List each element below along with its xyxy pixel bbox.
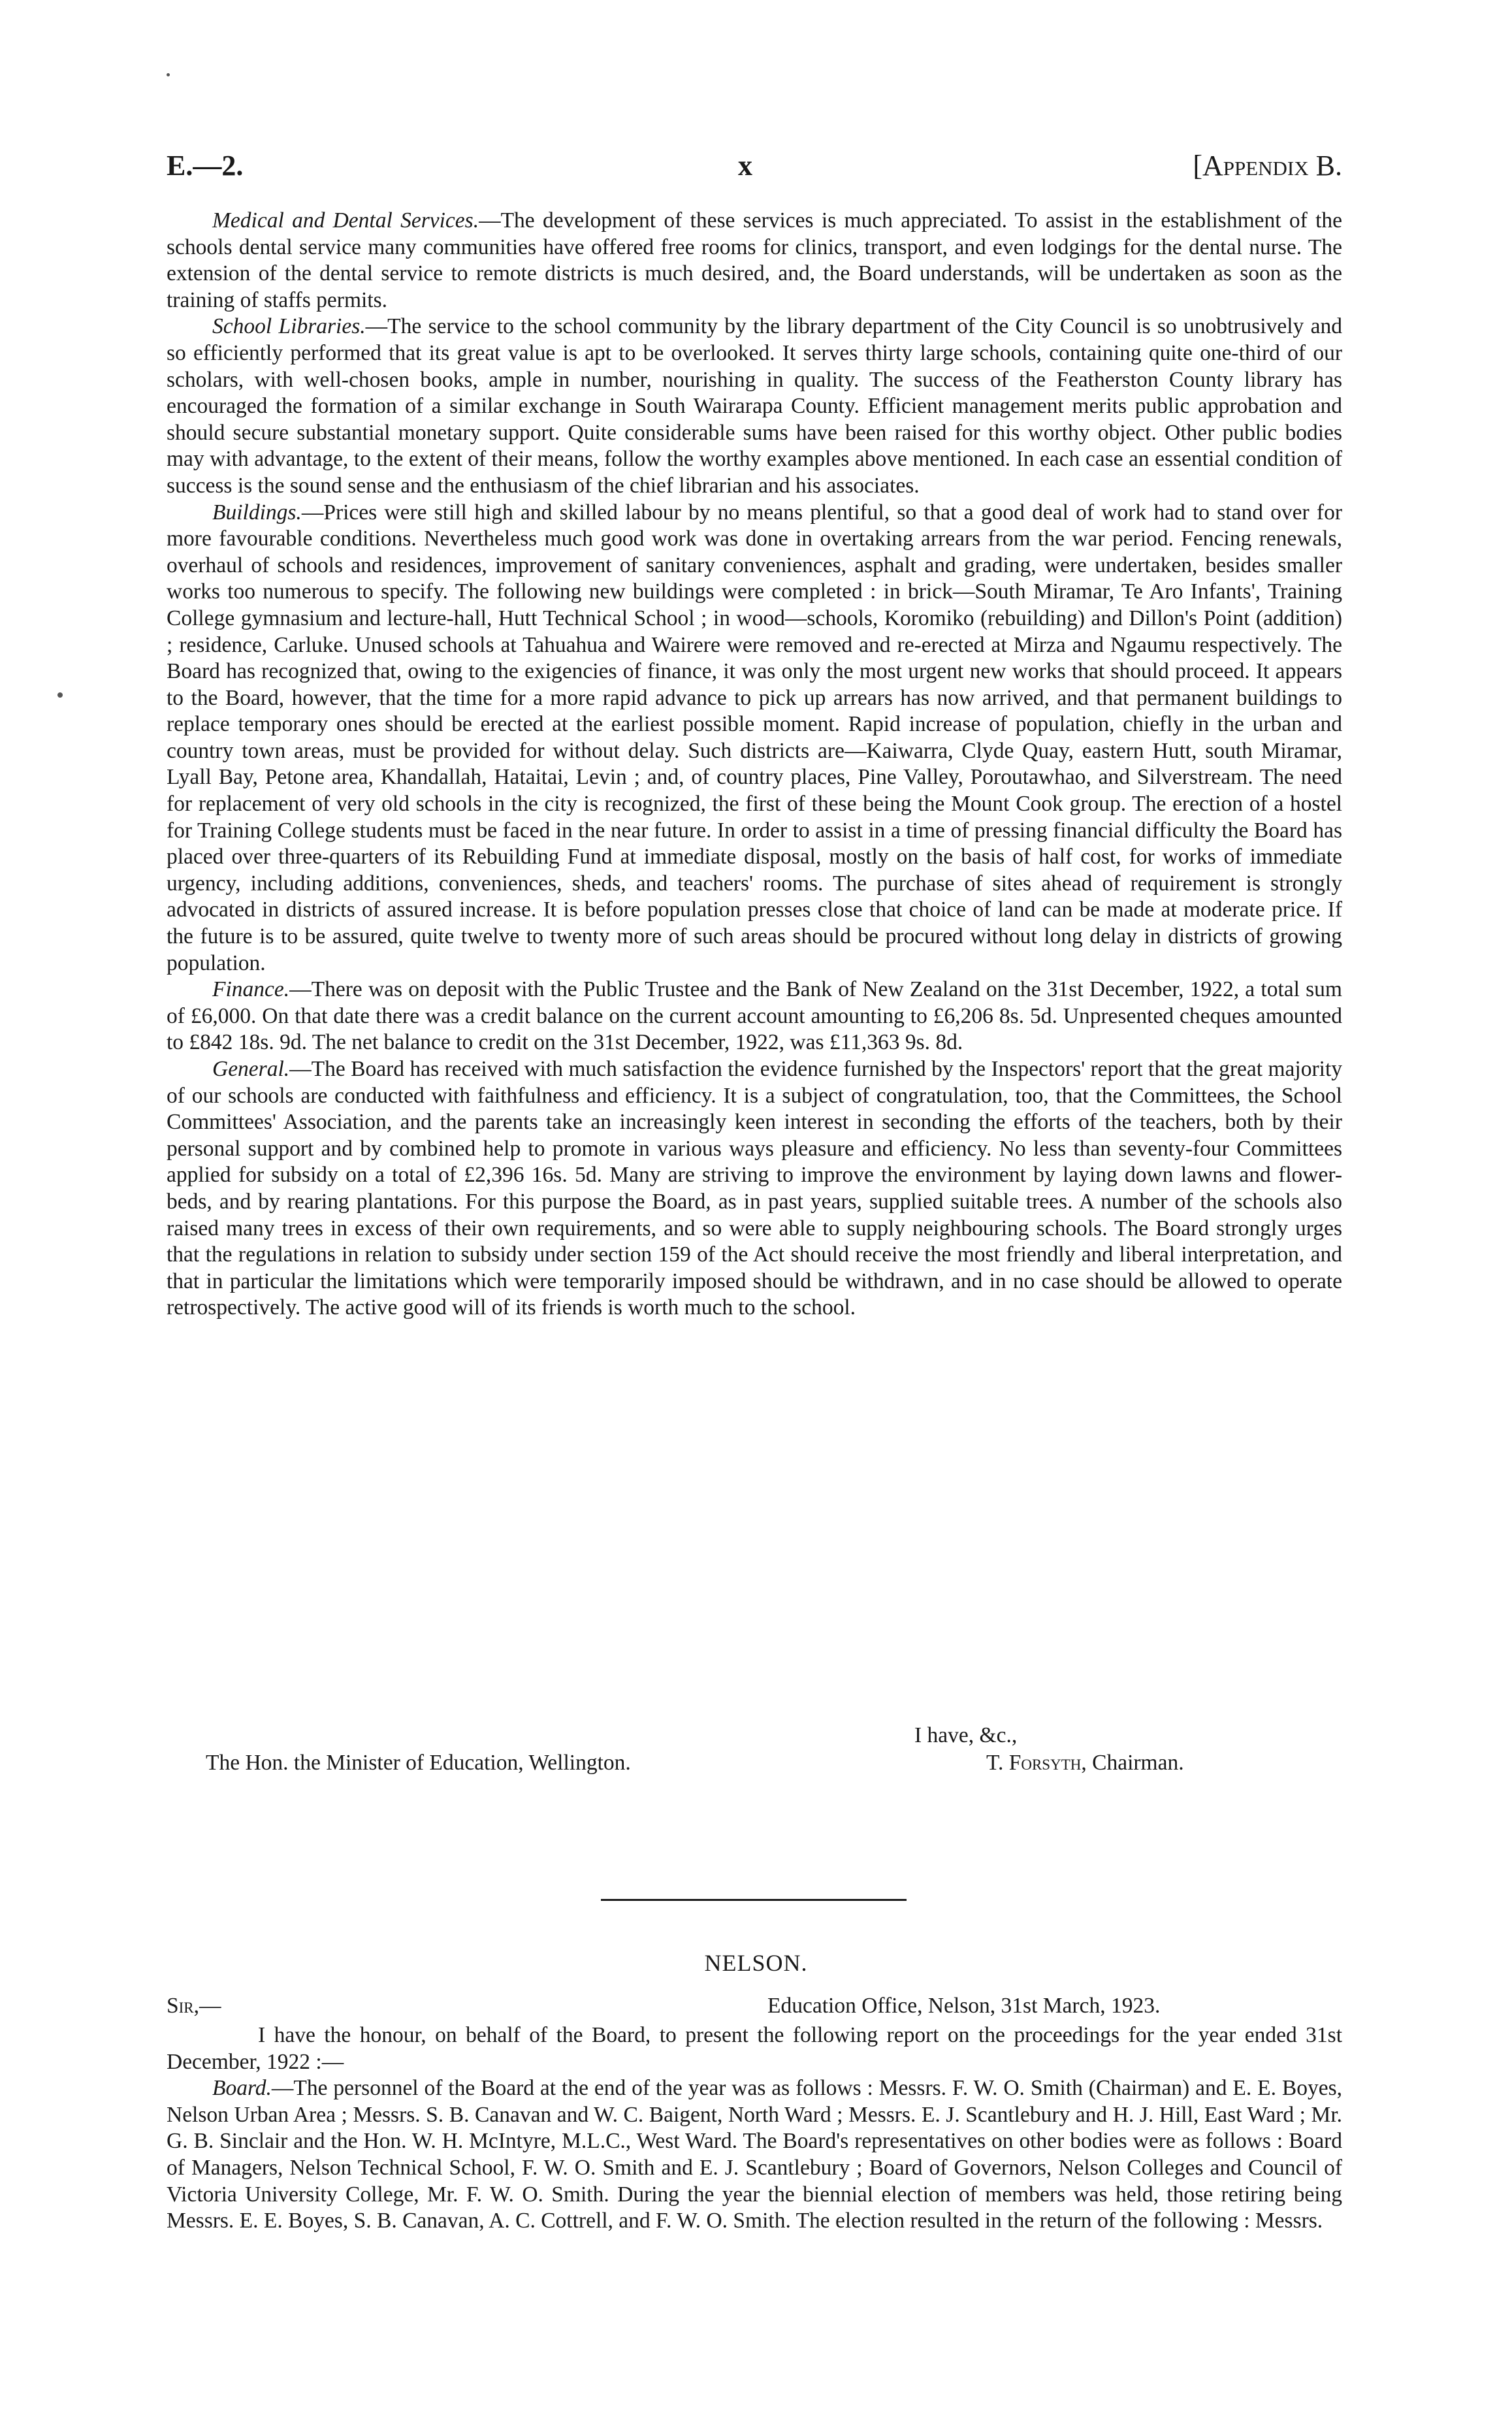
scan-speck — [167, 73, 170, 76]
paragraph-buildings — [167, 500, 1342, 977]
paragraph-text: —Prices were still high and skilled labour by no means plentiful, so that a good deal of work had to stand over for more favourable conditions. Nevertheless much good work was done in overtaking arrears from the war period. Fencing renewals, overhaul of schools and residences, improvement of sanitary conveniences, asphalt and grading, were undertaken, besides smaller works too numerous to specify. The following new buildings were completed : in brick—South Miramar, Te Aro Infants', Training College gymnasium and lecture-hall, Hutt Technical School ; in wood—schools, Koromiko (rebuilding) and Dillon's Point (addition) ; residence, Carluke. Unused schools at Tahuahua and Wairere were removed and re-erected at Mirza and Ngaumu respectively. The Board has recognized that, owing to the exigencies of finance, it was only the most urgent new works that should proceed. It appears to the Board, however, that the time for a more rapid advance to pick up arrears has now arrived, and that permanent buildings to replace temporary ones should be erected at the earliest possible moment. Rapid increase of population, chiefly in the urban and country town areas, must be provided for without delay. Such districts are—Kaiwarra, Clyde Quay, eastern Hutt, south Miramar, Lyall Bay, Petone area, Khandallah, Hataitai, Levin ; and, of country places, Pine Valley, Poroutawhao, and Silverstream. The need for replacement of very old schools in the city is recognized, the first of these being the Mount Cook group. The erection of a hostel for Training College students must be faced in the near future. In order to assist in a time of pressing financial difficulty the Board has placed over three-quarters of its Rebuilding Fund at immediate disposal, mostly on the basis of half cost, for works of immediate urgency, including additions, conveniences, sheds, and teachers' rooms. The purchase of sites ahead of requirement is strongly advocated in districts of assured increase. It is before population presses close that choice of land can be made at moderate price. If the future is to be assured, quite twelve to twenty more of such areas should be procured without long delay in districts of growing population. — [167, 500, 1342, 975]
paragraph-heading: Buildings. — [212, 500, 302, 525]
report-body — [167, 208, 1342, 1321]
paragraph-heading: Finance. — [212, 977, 290, 1002]
paragraph-heading: School Libraries. — [212, 314, 366, 339]
salutation: Sir,— — [167, 1994, 221, 2018]
page-number: x — [738, 150, 752, 182]
paragraph-school-libraries — [167, 314, 1342, 499]
paragraph-heading: General. — [212, 1057, 290, 1081]
paragraph-general — [167, 1056, 1342, 1321]
paragraph-medical-dental — [167, 208, 1342, 314]
addressee: The Hon. the Minister of Education, Wellington. — [206, 1751, 631, 1775]
paragraph-text: —There was on deposit with the Public Trustee and the Bank of New Zealand on the 31st December, 1922, a total sum of £6,000. On that date there was a credit balance on the current account amounting to £6,206 8s. 5d. Unpresented cheques amounted to £842 18s. 9d. The net balance to credit on the 31st December, 1922, was £11,363 9s. 8d. — [167, 977, 1342, 1055]
letter-opening — [167, 1994, 1342, 2022]
paragraph-text: —The personnel of the Board at the end of the year was as follows : Messrs. F. W. O. Smith (Chairman) and E. E. Boyes, Nelson Urban Area ; Messrs. S. B. Canavan and W. C. Baigent, North Ward ; Messrs. E. J. Scantlebury and H. J. Hill, East Ward ; Mr. G. B. Sinclair and the Hon. W. H. McIntyre, M.L.C., West Ward. The Board's representatives on other bodies were as follows : Board of Managers, Nelson Technical School, F. W. O. Smith and E. J. Scantlebury ; Board of Governors, Nelson Colleges and Council of Victoria University College, Mr. F. W. O. Smith. During the year the biennial election of members was held, those retiring being Messrs. E. E. Boyes, S. B. Canavan, A. C. Cottrell, and F. W. O. Smith. The election resulted in the return of the following : Messrs. — [167, 2076, 1342, 2233]
letter-address: Education Office, Nelson, 31st March, 1923. — [767, 1994, 1161, 2018]
paragraph-heading: Medical and Dental Services. — [212, 208, 479, 233]
intro-paragraph: I have the honour, on behalf of the Board, to present the following report on the proceedings for the year ended 31st December, 1922 :— — [167, 2023, 1342, 2074]
paragraph-heading: Board. — [212, 2076, 272, 2101]
closing-line — [167, 1723, 1342, 1752]
signatory — [986, 1751, 1184, 1775]
signature-line — [167, 1751, 1342, 1779]
section-title-nelson: NELSON. — [704, 1950, 808, 1976]
paragraph-board — [167, 2075, 1342, 2235]
paragraph-finance — [167, 977, 1342, 1056]
paragraph-text: —The Board has received with much satisfaction the evidence furnished by the Inspectors' report that the great majority of our schools are conducted with faithfulness and efficiency. It is a subject of congratulation, too, that the Committees, the School Committees' Association, and the parents take an increasingly keen interest in seconding the efforts of the teachers, both by their personal support and by combined help to promote in various ways pleasure and efficiency. No less than seventy-four Committees applied for subsidy on a total of £2,396 16s. 5d. Many are striving to improve the environment by laying down lawns and flower-beds, and by rearing plantations. For this purpose the Board, as in past years, supplied suitable trees. A number of the schools also raised many trees in excess of their own requirements, and so were able to supply neighbouring schools. The Board strongly urges that the regulations in relation to subsidy under section 159 of the Act should receive the most friendly and liberal interpretation, and that in particular the limitations which were temporarily imposed should be withdrawn, and in no case should be allowed to operate retrospectively. The active good will of its friends is worth much to the school. — [167, 1057, 1342, 1320]
paragraph-text: —The service to the school community by the library department of the City Council is so unobtrusively and so efficiently performed that its great value is apt to be overlooked. It serves thirty large schools, containing quite one-third of our scholars, with well-chosen books, ample in number, nourishing in quality. The success of the Featherston County library has encouraged the formation of a similar exchange in South Wairarapa County. Efficient management merits public approbation and should secure substantial monetary support. Quite considerable sums have been raised for this worthy object. Other public bodies may with advantage, to the extent of their means, follow the worthy examples above mentioned. In each case an essential condition of success is the sound sense and the enthusiasm of the chief librarian and his associates. — [167, 314, 1342, 498]
appendix-label: [Appendix B. — [1193, 150, 1342, 182]
paragraph-text: —The development of these services is much appreciated. To assist in the establishment of the schools dental service many communities have offered free rooms for clinics, transport, and even lodgings for the dental nurse. The extension of the dental service to remote districts is much desired, and, the Board understands, will be undertaken as soon as the training of staffs permits. — [167, 208, 1343, 312]
section-divider — [601, 1899, 907, 1901]
signatory-name: T. Forsyth, — [986, 1751, 1087, 1775]
closing-formula: I have, &c., — [914, 1723, 1018, 1747]
signatory-title: Chairman. — [1092, 1751, 1184, 1775]
nelson-body — [167, 2022, 1342, 2235]
scan-speck — [57, 692, 63, 698]
page-header — [167, 149, 1342, 188]
document-code: E.—2. — [167, 150, 244, 182]
